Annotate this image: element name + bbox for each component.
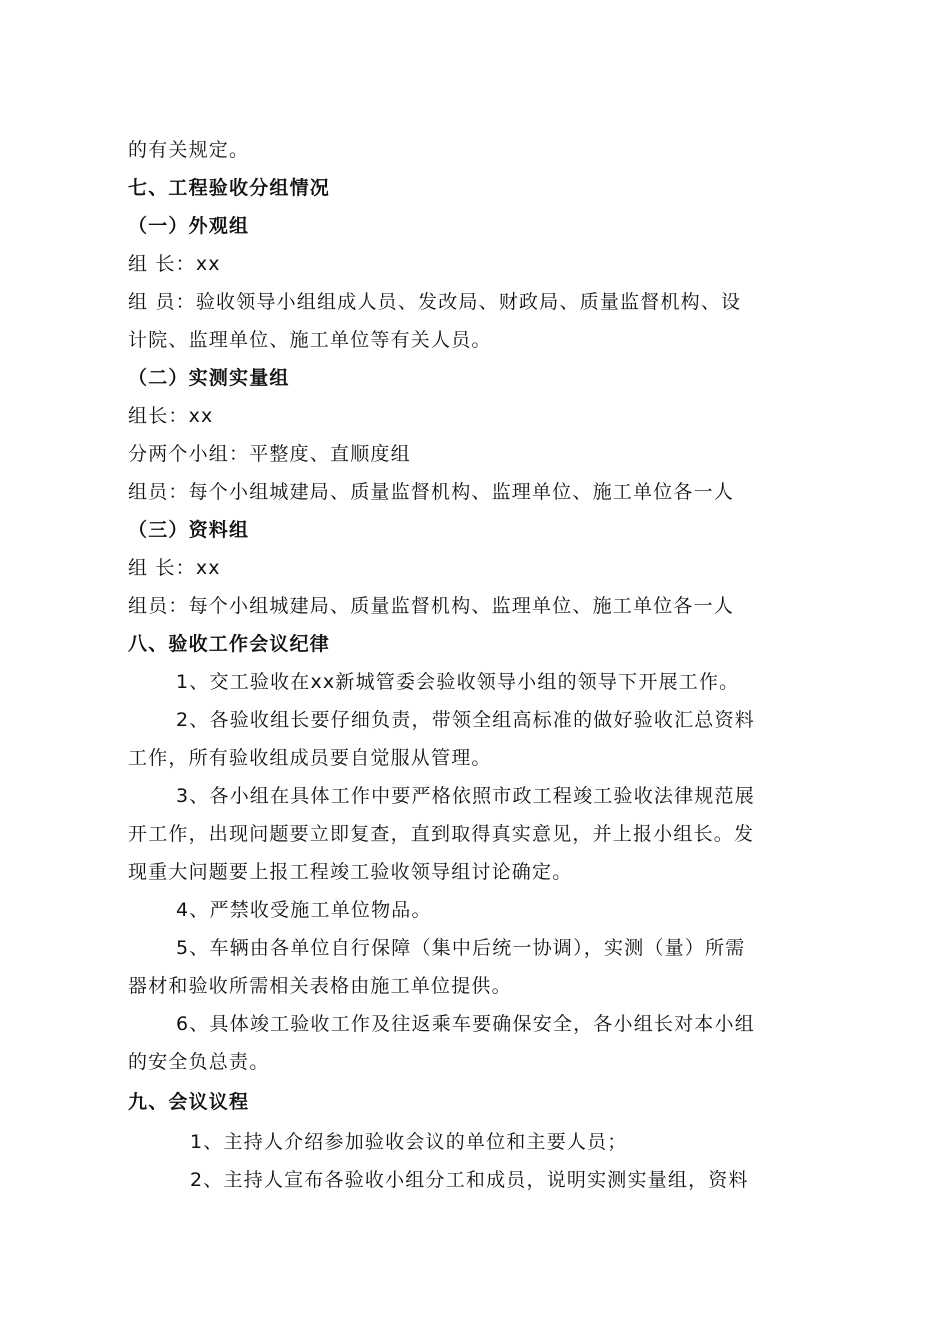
text-line: 5、车辆由各单位自行保障（集中后统一协调），实测（量）所需: [176, 937, 746, 959]
subsection-heading: （二）实测实量组: [128, 367, 290, 389]
text-line: 组长：xx: [128, 405, 214, 427]
text-line: 2、各验收组长要仔细负责，带领全组高标准的做好验收汇总资料: [176, 709, 755, 731]
text-line: 2、主持人宣布各验收小组分工和成员，说明实测实量组，资料: [190, 1169, 749, 1191]
text-line: 1、交工验收在xx新城管委会验收领导小组的领导下开展工作。: [176, 671, 740, 693]
text-line: 4、严禁收受施工单位物品。: [176, 899, 432, 921]
text-line: 组 长：xx: [128, 253, 221, 275]
text-line: 1、主持人介绍参加验收会议的单位和主要人员；: [190, 1131, 628, 1153]
subsection-heading: （一）外观组: [128, 215, 250, 237]
text-line: 组员：每个小组城建局、质量监督机构、监理单位、施工单位各一人: [128, 595, 735, 617]
text-line: 6、具体竣工验收工作及往返乘车要确保安全，各小组长对本小组: [176, 1013, 755, 1035]
text-line: 3、各小组在具体工作中要严格依照市政工程竣工验收法律规范展: [176, 785, 755, 807]
section-heading: 七、工程验收分组情况: [128, 177, 331, 199]
text-line: 组 长：xx: [128, 557, 221, 579]
text-line: 开工作，出现问题要立即复查，直到取得真实意见，并上报小组长。发: [128, 823, 755, 845]
text-line: 现重大问题要上报工程竣工验收领导组讨论确定。: [128, 861, 573, 883]
text-line: 器材和验收所需相关表格由施工单位提供。: [128, 975, 512, 997]
text-line: 的安全负总责。: [128, 1051, 270, 1073]
section-heading: 八、验收工作会议纪律: [128, 633, 331, 655]
text-line: 的有关规定。: [128, 139, 250, 161]
text-line: 工作，所有验收组成员要自觉服从管理。: [128, 747, 492, 769]
section-heading: 九、会议议程: [128, 1091, 250, 1113]
text-line: 组员：每个小组城建局、质量监督机构、监理单位、施工单位各一人: [128, 481, 735, 503]
text-line: 分两个小组：平整度、直顺度组: [128, 443, 411, 465]
text-line: 计院、监理单位、施工单位等有关人员。: [128, 329, 492, 351]
text-line: 组 员：验收领导小组组成人员、发改局、财政局、质量监督机构、设: [128, 291, 742, 313]
subsection-heading: （三）资料组: [128, 519, 250, 541]
